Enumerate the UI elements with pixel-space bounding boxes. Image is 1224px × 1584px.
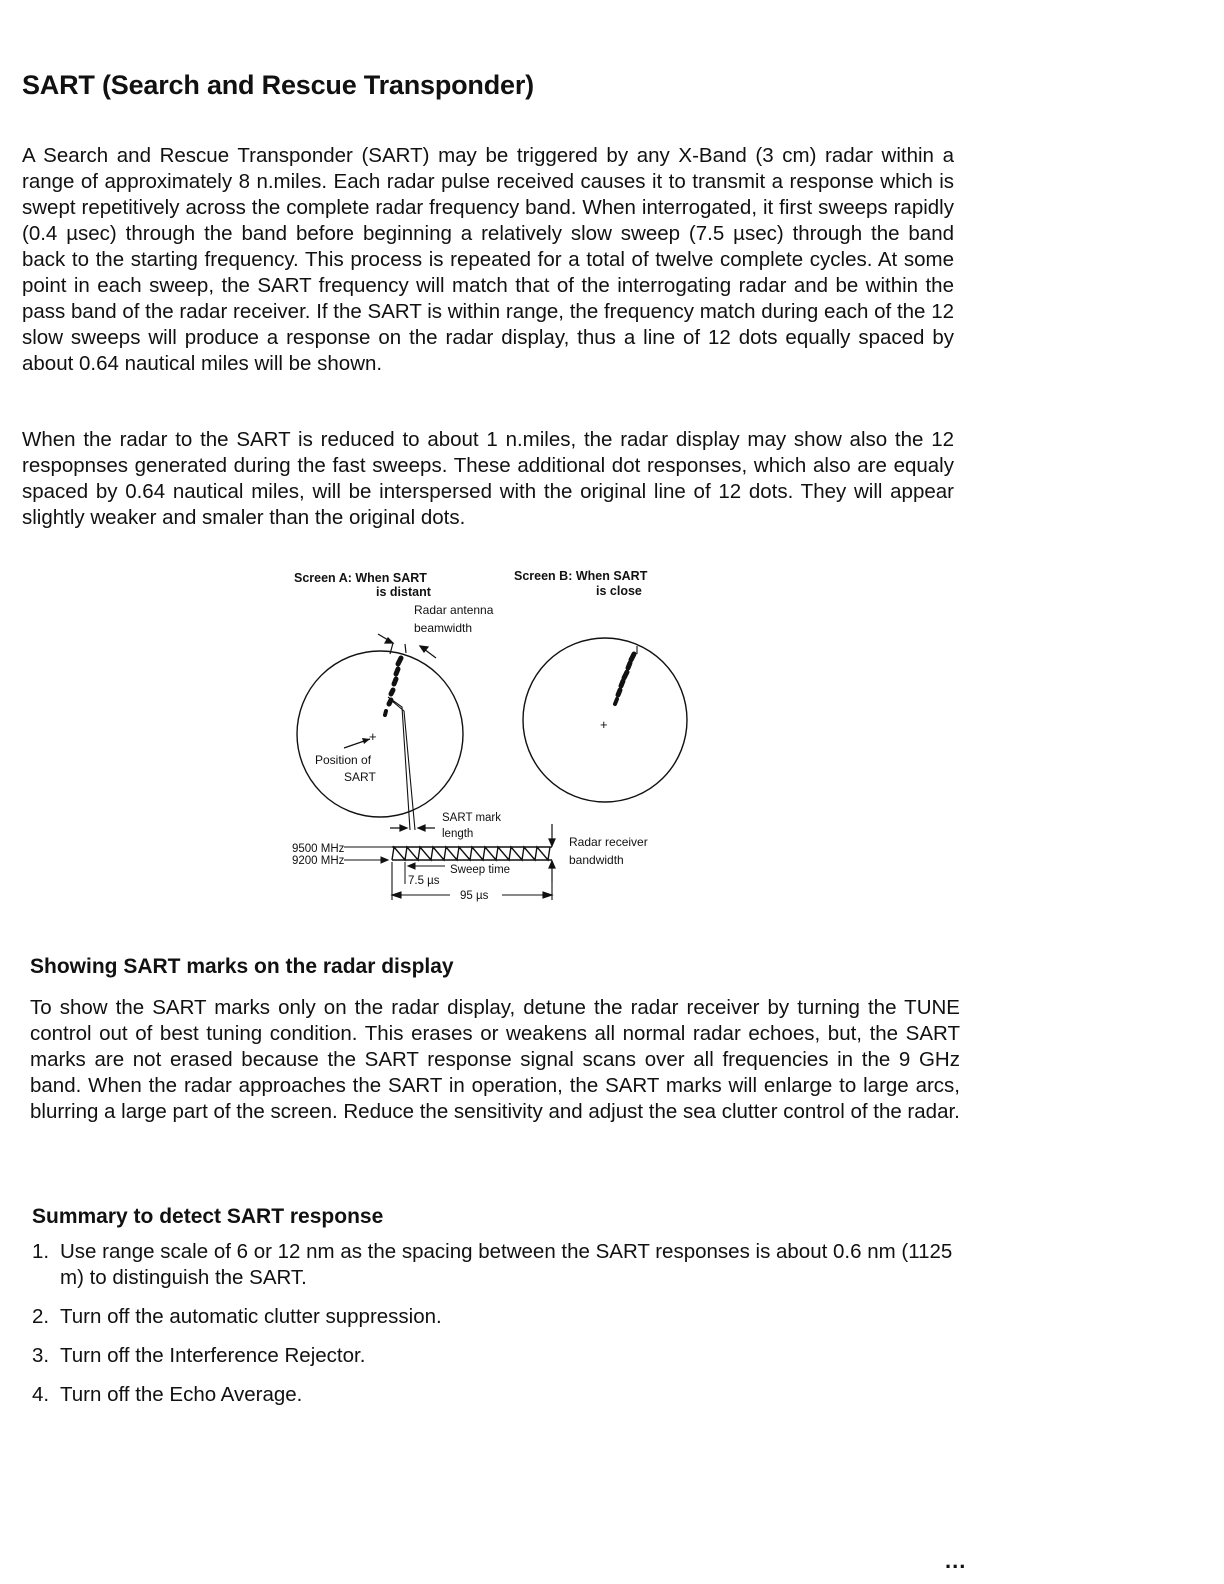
close-range-paragraph: When the radar to the SART is reduced to about 1 n.miles, the radar display may show also the 12 respopnses generated during the fast sweeps. These additional dot responses, which also are equaly spaced by 0.64 nautical miles, will be interspersed with the original line of 12 dots. They will appear slightly weaker and smaler than the original dots.	[22, 428, 954, 529]
freq-high-label: 9500 MHz	[292, 843, 345, 855]
screen-a-sublabel: is distant	[376, 585, 431, 599]
list-item	[32, 1343, 962, 1369]
step-text: Turn off the automatic clutter suppression.	[60, 1305, 442, 1328]
position-arrow-icon	[344, 729, 377, 748]
sweep-time-arrow-icon	[408, 863, 445, 869]
sart-radar-diagram	[280, 562, 700, 907]
receiver-sublabel: bandwidth	[569, 853, 624, 867]
step-number: 4.	[32, 1383, 50, 1406]
list-item	[32, 1382, 962, 1408]
page-title: SART (Search and Rescue Transponder)	[22, 70, 534, 100]
summary-heading: Summary to detect SART response	[32, 1205, 384, 1228]
screen-b-sublabel: is close	[596, 584, 642, 598]
list-item	[32, 1304, 962, 1330]
slow-sweep-label: 7.5 µs	[408, 875, 440, 887]
screen-b-center-icon: +	[600, 717, 608, 732]
screen-a-label: Screen A: When SART	[294, 571, 427, 585]
step-text: Use range scale of 6 or 12 nm as the spacing between the SART responses is about 0.6 nm (1125 m) to distinguish the SART.	[60, 1240, 953, 1289]
continuation-mark: ...	[945, 1548, 967, 1573]
total-time-label: 95 µs	[460, 890, 489, 902]
step-number: 3.	[32, 1344, 50, 1367]
svg-text:+: +	[369, 729, 377, 744]
step-text: Turn off the Echo Average.	[60, 1383, 303, 1406]
freq-low-label: 9200 MHz	[292, 855, 345, 867]
step-number: 1.	[32, 1240, 50, 1263]
receiver-bandwidth-arrows-icon	[549, 824, 555, 882]
mark-length-label: SART mark	[442, 812, 502, 824]
step-number: 2.	[32, 1305, 50, 1328]
showing-sart-heading: Showing SART marks on the radar display	[30, 955, 454, 978]
screen-b-label: Screen B: When SART	[514, 569, 648, 583]
screen-a-circle	[297, 651, 463, 817]
sweep-sawtooth-waveform	[392, 847, 552, 860]
mark-length-guide	[388, 697, 415, 830]
showing-sart-paragraph: To show the SART marks only on the radar display, detune the radar receiver by turning the TUNE control out of best tuning condition. This erases or weakens all normal radar echoes, but, the SART marks are not erased because the SART response signal scans over all frequencies in the 9 GHz band. When the radar approaches the SART in operation, the SART marks will enlarge to large arcs, blurring a large part of the screen. Reduce the sensitivity and adjust the sea clutter control of the radar.	[30, 996, 960, 1123]
sweep-time-label: Sweep time	[450, 864, 511, 876]
step-text: Turn off the Interference Rejector.	[60, 1344, 366, 1367]
list-item	[32, 1239, 962, 1291]
screen-b-sart-dots-icon	[615, 654, 634, 704]
mark-length-arrows-icon	[390, 825, 435, 831]
position-label: Position of	[315, 753, 372, 767]
beamwidth-arrows-icon	[378, 634, 436, 658]
freq-low-arrow-icon	[344, 857, 388, 863]
mark-length-sublabel: length	[442, 828, 474, 840]
intro-paragraph: A Search and Rescue Transponder (SART) may be triggered by any X-Band (3 cm) radar within a range of approximately 8 n.miles. Each radar pulse received causes it to transmit a response which is swept repetitively across the complete radar frequency band. When interrogated, it first sweeps rapidly (0.4 µsec) through the band before beginning a relatively slow sweep (7.5 µsec) through the band back to the starting frequency. This process is repeated for a total of twelve complete cycles. At some point in each sweep, the SART frequency will match that of the interrogating radar and be within the pass band of the radar receiver. If the SART is within range, the frequency match during each of the 12 slow sweeps will produce a response on the radar display, thus a line of 12 dots equally spaced by about 0.64 nautical miles will be shown.	[22, 144, 954, 375]
position-sublabel: SART	[344, 770, 376, 784]
summary-steps-list	[32, 1239, 962, 1421]
receiver-label: Radar receiver	[569, 835, 648, 849]
antenna-sublabel: beamwidth	[414, 621, 473, 635]
antenna-label: Radar antenna	[414, 603, 494, 617]
